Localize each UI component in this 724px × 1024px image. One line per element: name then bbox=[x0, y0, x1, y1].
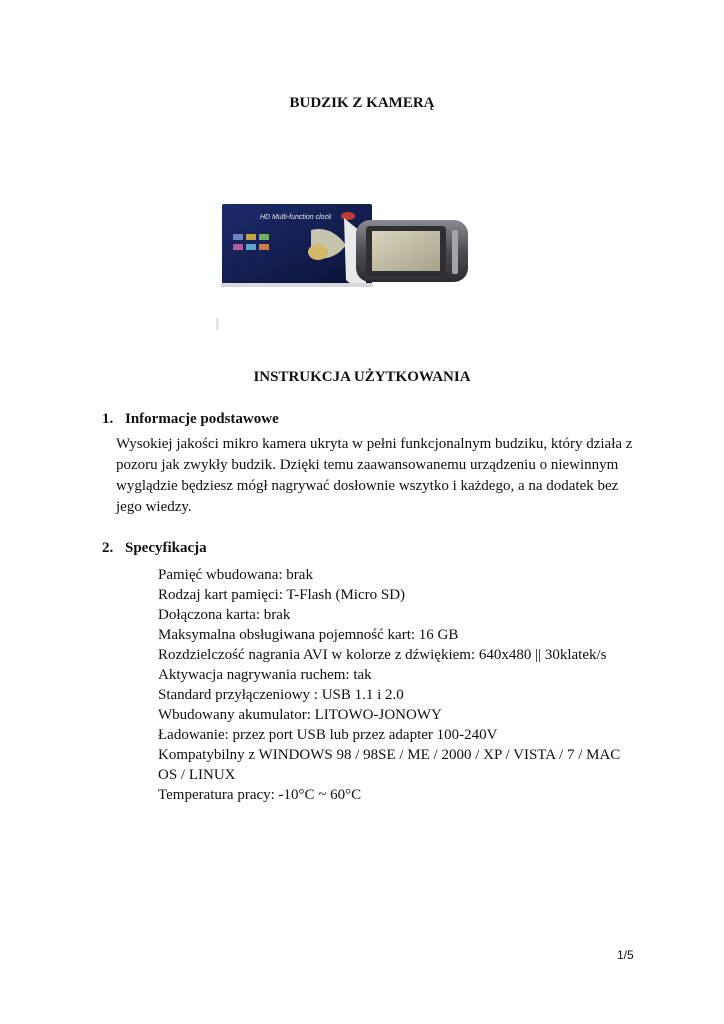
spec-item: Standard przyłączeniowy : USB 1.1 i 2.0 bbox=[158, 687, 404, 703]
section-number: 1. bbox=[102, 411, 114, 427]
spec-item: Ładowanie: przez port USB lub przez adapter 100-240V bbox=[158, 727, 498, 743]
spec-item: Temperatura pracy: -10°C ~ 60°C bbox=[158, 787, 362, 803]
box-label: HD Multi-function clock bbox=[260, 214, 332, 221]
spec-item: Maksymalna obsługiwana pojemność kart: 16 GB bbox=[158, 627, 459, 643]
document-title: BUDZIK Z KAMERĄ bbox=[289, 95, 435, 111]
spec-item: Pamięć wbudowana: brak bbox=[158, 567, 313, 583]
intro-paragraph: Wysokiej jakości mikro kamera ukryta w pełni funkcjonalnym budziku, który działa z pozoru jak zwykły budzik. Dzięki temu zaawansowanemu urządzeniu o niewinnym wyglądzie będziesz mógł nagrywać dosłownie wszytko i każdego, a na dodatek bez jego wiedzy. bbox=[116, 436, 633, 515]
spec-item: Rodzaj kart pamięci: T-Flash (Micro SD) bbox=[158, 587, 406, 603]
spec-item: Kompatybilny z WINDOWS 98 / 98SE / ME / 2000 / XP / VISTA / 7 / MAC OS / LINUX bbox=[158, 747, 621, 783]
page-number: 1/5 bbox=[617, 948, 634, 962]
section-heading-text: Specyfikacja bbox=[125, 540, 207, 556]
spec-item: Rozdzielczość nagrania AVI w kolorze z dźwiękiem: 640x480 || 30klatek/s bbox=[158, 647, 607, 663]
section-heading-text: Informacje podstawowe bbox=[125, 411, 279, 427]
section-heading-basic-info bbox=[102, 411, 279, 428]
section-heading-specs bbox=[102, 540, 207, 557]
product-photo bbox=[216, 190, 476, 335]
instructions-title: INSTRUKCJA UŻYTKOWANIA bbox=[253, 369, 471, 385]
section-number: 2. bbox=[102, 540, 114, 556]
spec-item: Wbudowany akumulator: LITOWO-JONOWY bbox=[158, 707, 442, 723]
spec-item: Aktywacja nagrywania ruchem: tak bbox=[158, 667, 372, 683]
spec-list bbox=[158, 565, 648, 805]
spec-item: Dołączona karta: brak bbox=[158, 607, 291, 623]
